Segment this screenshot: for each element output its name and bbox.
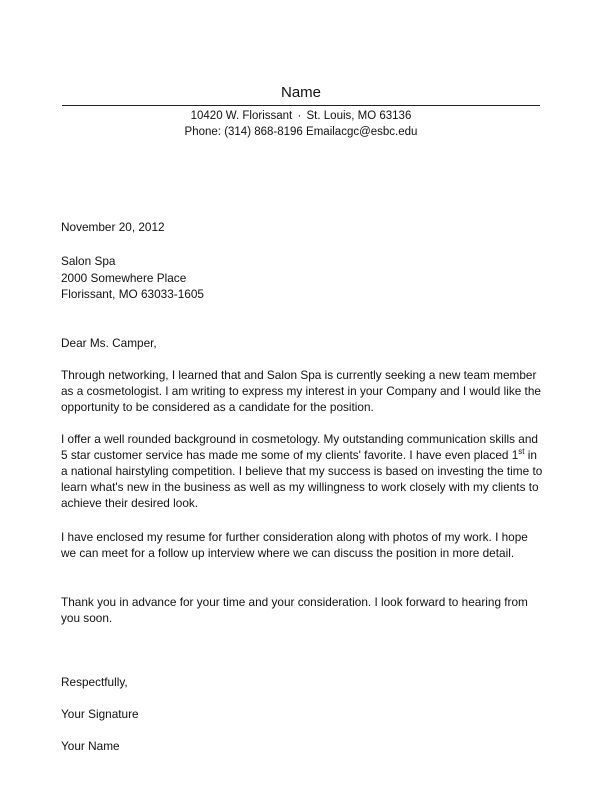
paragraph-background-part1: I offer a well rounded background in cosmetology. My outstanding communication skills and 5 star customer service has made me some of my clients' favorite. I have even placed 1 [61,432,538,462]
paragraph-enclosure: I have enclosed my resume for further consideration along with photos of my work. I hope we can meet for a follow up interview where we can discuss the position in more detail. [61,530,528,560]
salutation: Dear Ms. Camper, [61,336,157,350]
letterhead [62,84,540,140]
paragraph-intro: Through networking, I learned that and Salon Spa is currently seeking a new team member as a cosmetologist. I am writing to express my interest in your Company and I would like the opportunity to be considered as a candidate for the position. [61,368,541,414]
signer-name: Your Name [61,739,120,753]
address-separator: · [297,110,302,122]
sender-city: St. Louis, MO 63136 [306,110,412,122]
signature: Your Signature [61,707,139,721]
paragraph-background [61,431,543,511]
sender-email: Emailacgc@esbc.edu [306,126,418,138]
recipient-address [61,253,543,303]
sender-contact-line [62,124,540,140]
sender-phone: Phone: (314) 868-8196 [184,126,303,138]
sender-address-line [62,108,540,124]
sender-street: 10420 W. Florissant [190,110,293,122]
recipient-company: Salon Spa [61,254,116,268]
letter-date: November 20, 2012 [61,220,165,234]
recipient-street: 2000 Somewhere Place [61,270,187,285]
ordinal-suffix: st [518,447,525,457]
paragraph-background-part2: in a national hairstyling competition. I believe that my success is based on investing the time to learn what's new in the business as well as my willingness to work closely with my clients to achieve their desired look. [61,448,543,510]
paragraph-thanks: Thank you in advance for your time and your consideration. I look forward to hearing from you soon. [61,595,528,625]
header-divider [62,105,540,106]
sender-name: Name [280,84,321,101]
recipient-city: Florissant, MO 63033-1605 [61,287,204,301]
closing: Respectfully, [61,675,128,689]
